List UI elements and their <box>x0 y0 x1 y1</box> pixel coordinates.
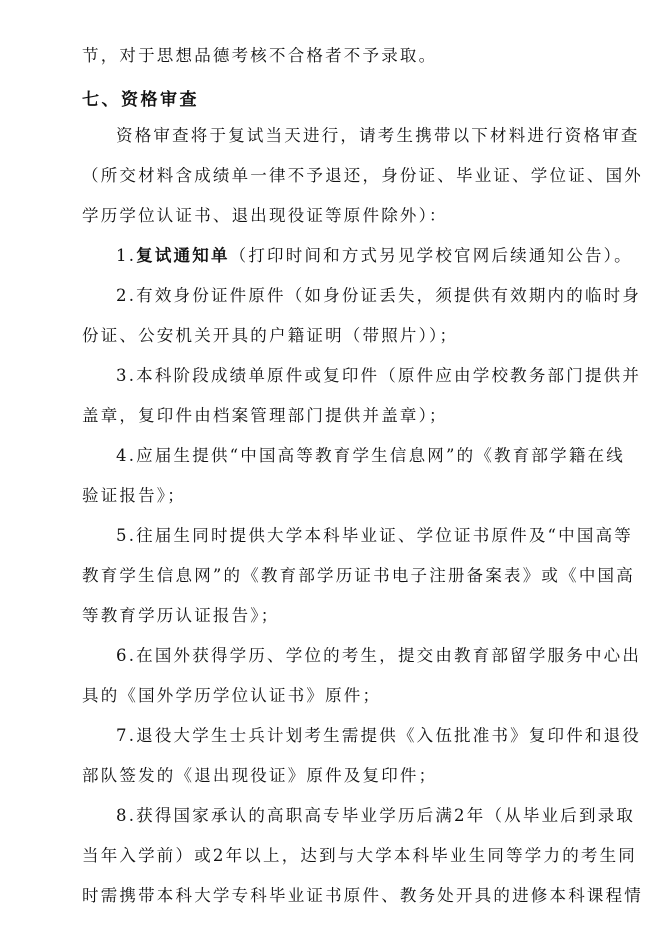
list-item-2-line: 份证、公安机关开具的户籍证明（带照片））； <box>82 326 459 345</box>
item-number: 1. <box>116 246 137 265</box>
section-heading: 七、资格审查 <box>82 90 199 110</box>
list-item-7-line: 7.退役大学生士兵计划考生需提供《入伍批准书》复印件和退役 <box>116 726 642 745</box>
list-item-8-line: 当年入学前）或2年以上，达到与大学本科毕业生同等学力的考生同 <box>82 846 637 865</box>
item-bold-text: 复试通知单 <box>136 246 230 265</box>
list-item-1 <box>116 245 636 267</box>
list-item-5-line: 等教育学历认证报告》； <box>82 606 280 625</box>
item-text: （打印时间和方式另见学校官网后续通知公告）。 <box>229 246 633 265</box>
paragraph-line: （所交材料含成绩单一律不予退还，身份证、毕业证、学位证、国外 <box>82 166 643 185</box>
list-item-7-line: 部队签发的《退出现役证》原件及复印件； <box>82 766 438 785</box>
list-item-4-line: 4.应届生提供“中国高等教育学生信息网”的《教育部学籍在线 <box>116 446 625 465</box>
list-item-2-line: 2.有效身份证件原件（如身份证丢失，须提供有效期内的临时身 <box>116 286 642 305</box>
text-line: 节，对于思想品德考核不合格者不予录取。 <box>82 46 438 65</box>
list-item-3-line: 盖章，复印件由档案管理部门提供并盖章）； <box>82 406 448 425</box>
paragraph-line: 资格审查将于复试当天进行，请考生携带以下材料进行资格审查 <box>116 126 640 145</box>
list-item-5-line: 教育学生信息网”的《教育部学历证书电子注册备案表》或《中国高 <box>82 566 635 585</box>
list-item-4-line: 验证报告》； <box>82 486 186 505</box>
list-item-3-line: 3.本科阶段成绩单原件或复印件（原件应由学校教务部门提供并 <box>116 366 642 385</box>
list-item-6-line: 具的《国外学历学位认证书》原件； <box>82 686 382 705</box>
paragraph-line: 学历学位认证书、退出现役证等原件除外）： <box>82 206 448 225</box>
list-item-6-line: 6.在国外获得学历、学位的考生，提交由教育部留学服务中心出 <box>116 646 642 665</box>
list-item-5-line: 5.往届生同时提供大学本科毕业证、学位证书原件及“中国高等 <box>116 526 633 545</box>
list-item-8-line: 8.获得国家承认的高职高专毕业学历后满2年（从毕业后到录取 <box>116 806 636 825</box>
list-item-8-line: 时需携带本科大学专科毕业证书原件、教务处开具的进修本科课程情 <box>82 886 643 905</box>
